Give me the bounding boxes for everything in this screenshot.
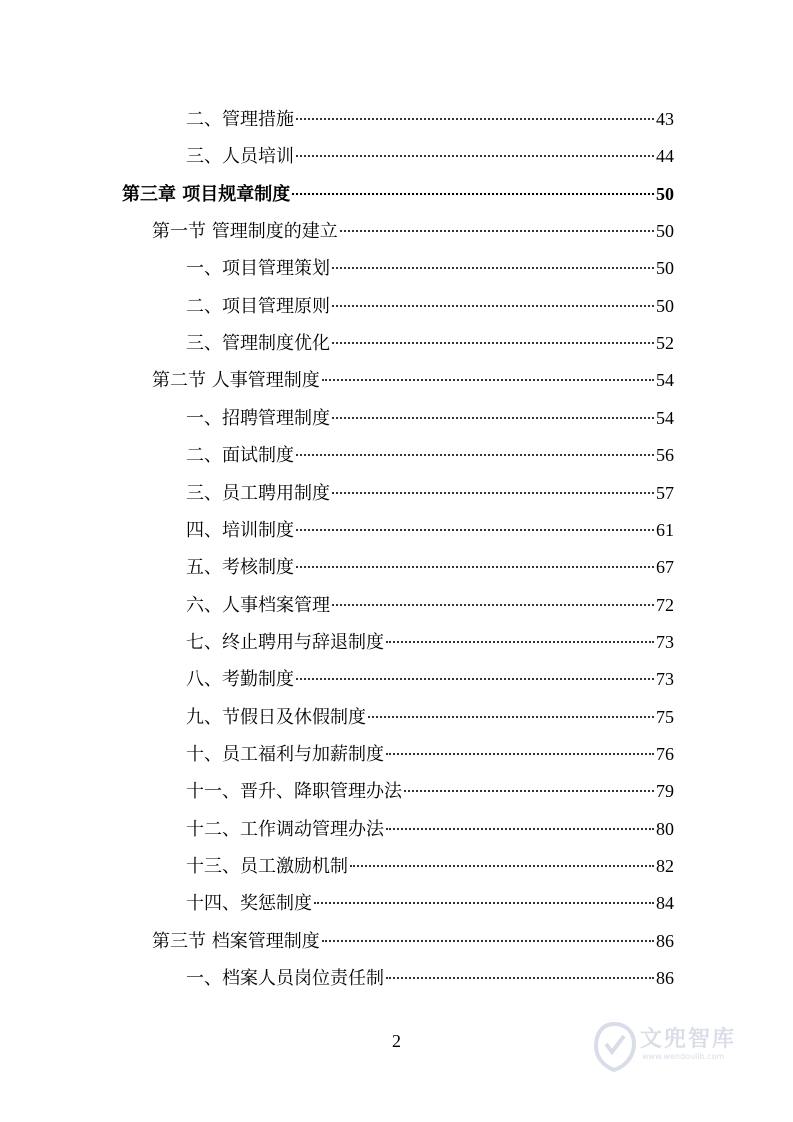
toc-section-entry[interactable] — [152, 218, 674, 244]
toc-section-entry[interactable] — [152, 367, 674, 393]
toc-entry-title: 第三节 档案管理制度 — [152, 931, 320, 952]
toc-leader-dots — [386, 753, 654, 755]
toc-entry-title: 七、终止聘用与辞退制度 — [186, 632, 384, 653]
toc-subsection-entry[interactable] — [186, 442, 674, 468]
toc-subsection-entry[interactable] — [186, 106, 674, 132]
toc-entry-page: 86 — [656, 931, 674, 951]
toc-entry-title: 第一节 管理制度的建立 — [152, 221, 338, 242]
toc-subsection-entry[interactable] — [186, 592, 674, 618]
toc-leader-dots — [404, 790, 654, 792]
toc-entry-title: 八、考勤制度 — [186, 669, 294, 690]
toc-leader-dots — [350, 865, 654, 867]
toc-subsection-entry[interactable] — [186, 965, 674, 991]
toc-entry-page: 79 — [656, 781, 674, 801]
toc-subsection-entry[interactable] — [186, 554, 674, 580]
toc-entry-title: 十四、奖惩制度 — [186, 893, 312, 914]
toc-leader-dots — [386, 828, 654, 830]
toc-entry-page: 50 — [656, 221, 674, 241]
toc-subsection-entry[interactable] — [186, 853, 674, 879]
toc-entry-page: 43 — [656, 109, 674, 129]
toc-entry-page: 52 — [656, 333, 674, 353]
toc-leader-dots — [296, 529, 654, 531]
toc-leader-dots — [292, 193, 654, 195]
toc-entry-title: 二、项目管理原则 — [186, 296, 330, 317]
toc-entry-title: 六、人事档案管理 — [186, 595, 330, 616]
toc-leader-dots — [332, 305, 654, 307]
toc-entry-page: 80 — [656, 819, 674, 839]
toc-leader-dots — [296, 678, 654, 680]
toc-leader-dots — [386, 977, 654, 979]
toc-leader-dots — [386, 641, 654, 643]
toc-entry-page: 73 — [656, 669, 674, 689]
watermark — [590, 1018, 760, 1078]
toc-entry-title: 四、培训制度 — [186, 520, 294, 541]
toc-entry-title: 一、档案人员岗位责任制 — [186, 968, 384, 989]
toc-subsection-entry[interactable] — [186, 143, 674, 169]
toc-entry-title: 一、招聘管理制度 — [186, 408, 330, 429]
watermark-url: www.wendoulib.com — [642, 1052, 725, 1061]
toc-entry-title: 五、考核制度 — [186, 557, 294, 578]
toc-entry-title: 三、管理制度优化 — [186, 333, 330, 354]
toc-leader-dots — [296, 155, 654, 157]
toc-subsection-entry[interactable] — [186, 778, 674, 804]
toc-leader-dots — [296, 566, 654, 568]
page-number: 2 — [392, 1031, 401, 1051]
toc-leader-dots — [340, 230, 654, 232]
toc-subsection-entry[interactable] — [186, 405, 674, 431]
toc-entry-page: 86 — [656, 968, 674, 988]
toc-leader-dots — [368, 716, 654, 718]
toc-leader-dots — [332, 267, 654, 269]
toc-entry-page: 73 — [656, 632, 674, 652]
toc-subsection-entry[interactable] — [186, 666, 674, 692]
toc-entry-page: 72 — [656, 595, 674, 615]
toc-entry-title: 二、面试制度 — [186, 445, 294, 466]
toc-entry-page: 54 — [656, 370, 674, 390]
toc-entry-page: 50 — [656, 258, 674, 278]
toc-entry-title: 三、人员培训 — [186, 146, 294, 167]
toc-entry-title: 一、项目管理策划 — [186, 258, 330, 279]
toc-entry-page: 82 — [656, 856, 674, 876]
toc-leader-dots — [296, 118, 654, 120]
toc-entry-page: 50 — [656, 296, 674, 316]
toc-leader-dots — [332, 492, 654, 494]
toc-entry-page: 44 — [656, 146, 674, 166]
toc-subsection-entry[interactable] — [186, 517, 674, 543]
toc-subsection-entry[interactable] — [186, 890, 674, 916]
toc-leader-dots — [296, 454, 654, 456]
toc-subsection-entry[interactable] — [186, 629, 674, 655]
toc-entry-page: 67 — [656, 557, 674, 577]
toc-entry-page: 56 — [656, 445, 674, 465]
toc-entry-page: 61 — [656, 520, 674, 540]
toc-entry-page: 76 — [656, 744, 674, 764]
toc-entry-title: 三、员工聘用制度 — [186, 483, 330, 504]
toc-chapter-entry[interactable] — [122, 181, 674, 207]
toc-entry-page: 75 — [656, 707, 674, 727]
toc-leader-dots — [322, 940, 654, 942]
watermark-brand: 文兜智库 — [640, 1027, 737, 1052]
toc-subsection-entry[interactable] — [186, 816, 674, 842]
toc-entry-title: 第三章 项目规章制度 — [122, 184, 291, 205]
toc-entry-title: 十、员工福利与加薪制度 — [186, 744, 384, 765]
toc-subsection-entry[interactable] — [186, 704, 674, 730]
toc-leader-dots — [314, 902, 654, 904]
toc-leader-dots — [322, 379, 654, 381]
toc-entry-page: 54 — [656, 408, 674, 428]
toc-entry-title: 九、节假日及休假制度 — [186, 707, 366, 728]
toc-entry-page: 57 — [656, 483, 674, 503]
toc-subsection-entry[interactable] — [186, 293, 674, 319]
toc-leader-dots — [332, 342, 654, 344]
toc-entry-page: 50 — [656, 184, 674, 204]
watermark-logo-icon — [592, 1022, 636, 1072]
toc-entry-title: 二、管理措施 — [186, 109, 294, 130]
toc-leader-dots — [332, 417, 654, 419]
toc-subsection-entry[interactable] — [186, 255, 674, 281]
toc-entry-title: 十二、工作调动管理办法 — [186, 819, 384, 840]
toc-entry-title: 十一、晋升、降职管理办法 — [186, 781, 402, 802]
toc-subsection-entry[interactable] — [186, 330, 674, 356]
toc-subsection-entry[interactable] — [186, 741, 674, 767]
toc-entry-page: 84 — [656, 893, 674, 913]
toc-leader-dots — [332, 604, 654, 606]
toc-entry-title: 第二节 人事管理制度 — [152, 370, 320, 391]
toc-entry-title: 十三、员工激励机制 — [186, 856, 348, 877]
toc-section-entry[interactable] — [152, 928, 674, 954]
toc-subsection-entry[interactable] — [186, 480, 674, 506]
